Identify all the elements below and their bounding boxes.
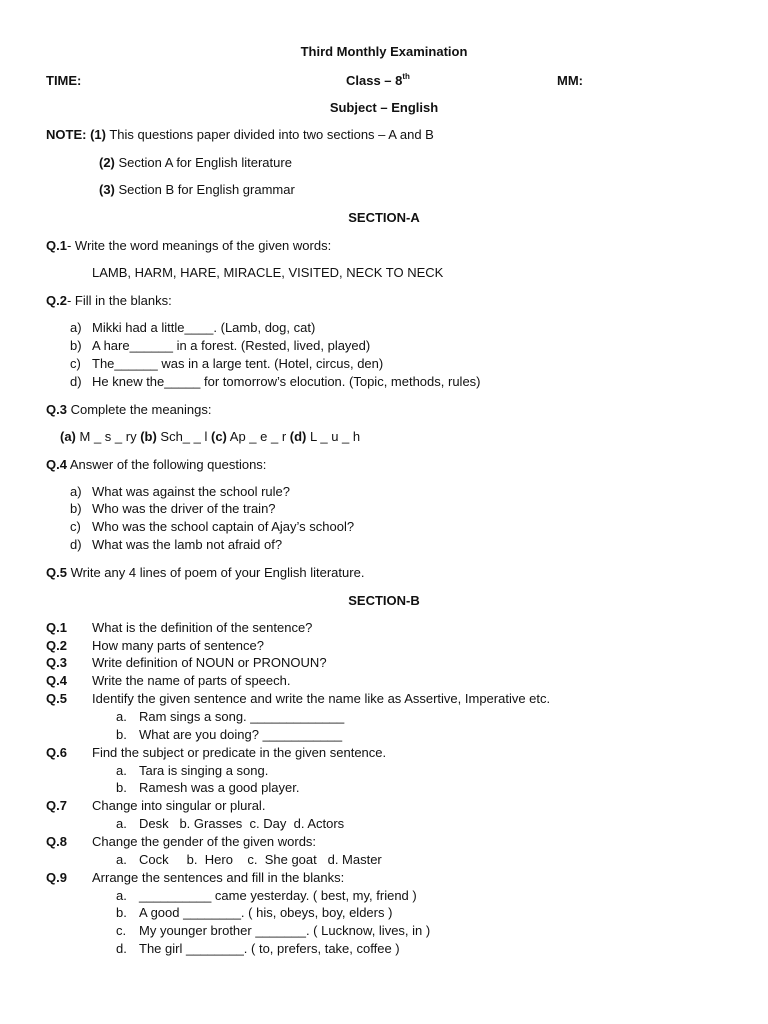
sub-label: a. xyxy=(116,816,127,831)
sub-label: c. xyxy=(116,923,127,938)
sub-label: b. xyxy=(116,780,127,795)
sub-label: a. xyxy=(116,852,127,867)
item-label: d) xyxy=(70,374,82,389)
item-text: Who was the driver of the train? xyxy=(92,501,276,516)
item-label: a) xyxy=(70,320,82,335)
a-q2-num: Q.2 xyxy=(46,293,67,308)
part-label: (c) xyxy=(211,429,227,444)
part-label: (a) xyxy=(60,429,76,444)
sub-text: Ram sings a song. _____________ xyxy=(139,709,345,724)
sub-label: b. xyxy=(116,727,127,742)
item-label: d) xyxy=(70,537,82,552)
item-label: c) xyxy=(70,356,81,371)
question-num: Q.2 xyxy=(46,638,67,653)
question-num: Q.5 xyxy=(46,691,67,706)
question-text: Write definition of NOUN or PRONOUN? xyxy=(92,655,327,670)
question-num: Q.8 xyxy=(46,834,67,849)
question-text: Find the subject or predicate in the given sentence. xyxy=(92,745,387,760)
part-label: (b) xyxy=(140,429,157,444)
item-text: Mikki had a little____. (Lamb, dog, cat) xyxy=(92,320,316,335)
section-b-heading: SECTION-B xyxy=(348,593,420,608)
note-2-text: Section A for English literature xyxy=(114,155,292,170)
a-q5-text: Write any 4 lines of poem of your English literature. xyxy=(66,565,365,580)
part-text: L _ u _ h xyxy=(306,429,361,444)
part-text: Sch_ _ l xyxy=(156,429,211,444)
sub-text: My younger brother _______. ( Lucknow, lives, in ) xyxy=(139,923,431,938)
a-q1 xyxy=(46,238,331,254)
a-q3-text: Complete the meanings: xyxy=(66,402,212,417)
class-superscript: th xyxy=(402,72,410,81)
question-num: Q.6 xyxy=(46,745,67,760)
question-text: Arrange the sentences and fill in the blanks: xyxy=(92,870,345,885)
sub-text: __________ came yesterday. ( best, my, friend ) xyxy=(139,888,417,903)
item-label: c) xyxy=(70,519,81,534)
question-text: Identify the given sentence and write the name like as Assertive, Imperative etc. xyxy=(92,691,551,706)
exam-title: Third Monthly Examination xyxy=(300,44,468,59)
a-q3 xyxy=(46,402,212,418)
class-label xyxy=(346,73,410,89)
question-text: Change into singular or plural. xyxy=(92,798,266,813)
a-q5-num: Q.5 xyxy=(46,565,67,580)
item-text: What was against the school rule? xyxy=(92,484,290,499)
question-num: Q.4 xyxy=(46,673,67,688)
a-q1-num: Q.1 xyxy=(46,238,67,253)
question-text: Write the name of parts of speech. xyxy=(92,673,291,688)
class-text: Class – 8 xyxy=(346,73,403,88)
note-3-text: Section B for English grammar xyxy=(114,182,295,197)
question-num: Q.3 xyxy=(46,655,67,670)
max-marks-label: MM: xyxy=(557,73,583,88)
note-line-2 xyxy=(99,155,292,171)
a-q2-text: - Fill in the blanks: xyxy=(66,293,172,308)
note-3-num: (3) xyxy=(99,182,115,197)
item-text: What was the lamb not afraid of? xyxy=(92,537,283,552)
sub-text: What are you doing? ___________ xyxy=(139,727,343,742)
sub-text: Ramesh was a good player. xyxy=(139,780,300,795)
sub-text: The girl ________. ( to, prefers, take, coffee ) xyxy=(139,941,400,956)
note-1-text: This questions paper divided into two sections – A and B xyxy=(105,127,434,142)
a-q4-num: Q.4 xyxy=(46,457,67,472)
section-a-heading: SECTION-A xyxy=(348,210,420,225)
note-line-1 xyxy=(46,127,434,143)
a-q3-num: Q.3 xyxy=(46,402,67,417)
item-label: a) xyxy=(70,484,82,499)
item-text: A hare______ in a forest. (Rested, lived, played) xyxy=(92,338,371,353)
a-q2 xyxy=(46,293,172,309)
item-text: Who was the school captain of Ajay’s school? xyxy=(92,519,355,534)
sub-label: d. xyxy=(116,941,127,956)
question-num: Q.1 xyxy=(46,620,67,635)
a-q3-parts xyxy=(60,429,360,445)
note-2-num: (2) xyxy=(99,155,115,170)
sub-text: Cock b. Hero c. She goat d. Master xyxy=(139,852,382,867)
question-num: Q.7 xyxy=(46,798,67,813)
a-q4 xyxy=(46,457,266,473)
question-text: Change the gender of the given words: xyxy=(92,834,317,849)
sub-label: a. xyxy=(116,709,127,724)
a-q1-words: LAMB, HARM, HARE, MIRACLE, VISITED, NECK TO NECK xyxy=(92,265,444,280)
item-label: b) xyxy=(70,338,82,353)
sub-text: Desk b. Grasses c. Day d. Actors xyxy=(139,816,345,831)
sub-text: A good ________. ( his, obeys, boy, elders ) xyxy=(139,905,393,920)
sub-text: Tara is singing a song. xyxy=(139,763,269,778)
note-1-num: (1) xyxy=(90,127,106,142)
item-label: b) xyxy=(70,501,82,516)
sub-label: a. xyxy=(116,888,127,903)
sub-label: b. xyxy=(116,905,127,920)
part-label: (d) xyxy=(289,429,307,444)
item-text: The______ was in a large tent. (Hotel, circus, den) xyxy=(92,356,384,371)
part-text: M _ s _ ry xyxy=(75,429,141,444)
a-q1-text: - Write the word meanings of the given words: xyxy=(66,238,332,253)
note-label: NOTE: xyxy=(46,127,87,142)
question-text: How many parts of sentence? xyxy=(92,638,264,653)
question-text: What is the definition of the sentence? xyxy=(92,620,313,635)
a-q5 xyxy=(46,565,364,581)
a-q4-text: Answer of the following questions: xyxy=(66,457,267,472)
subject-line: Subject – English xyxy=(329,100,439,115)
question-num: Q.9 xyxy=(46,870,67,885)
note-line-3 xyxy=(99,182,295,198)
sub-label: a. xyxy=(116,763,127,778)
time-label: TIME: xyxy=(46,73,82,88)
part-text: Ap _ e _ r xyxy=(226,429,290,444)
item-text: He knew the_____ for tomorrow’s elocution. (Topic, methods, rules) xyxy=(92,374,481,389)
